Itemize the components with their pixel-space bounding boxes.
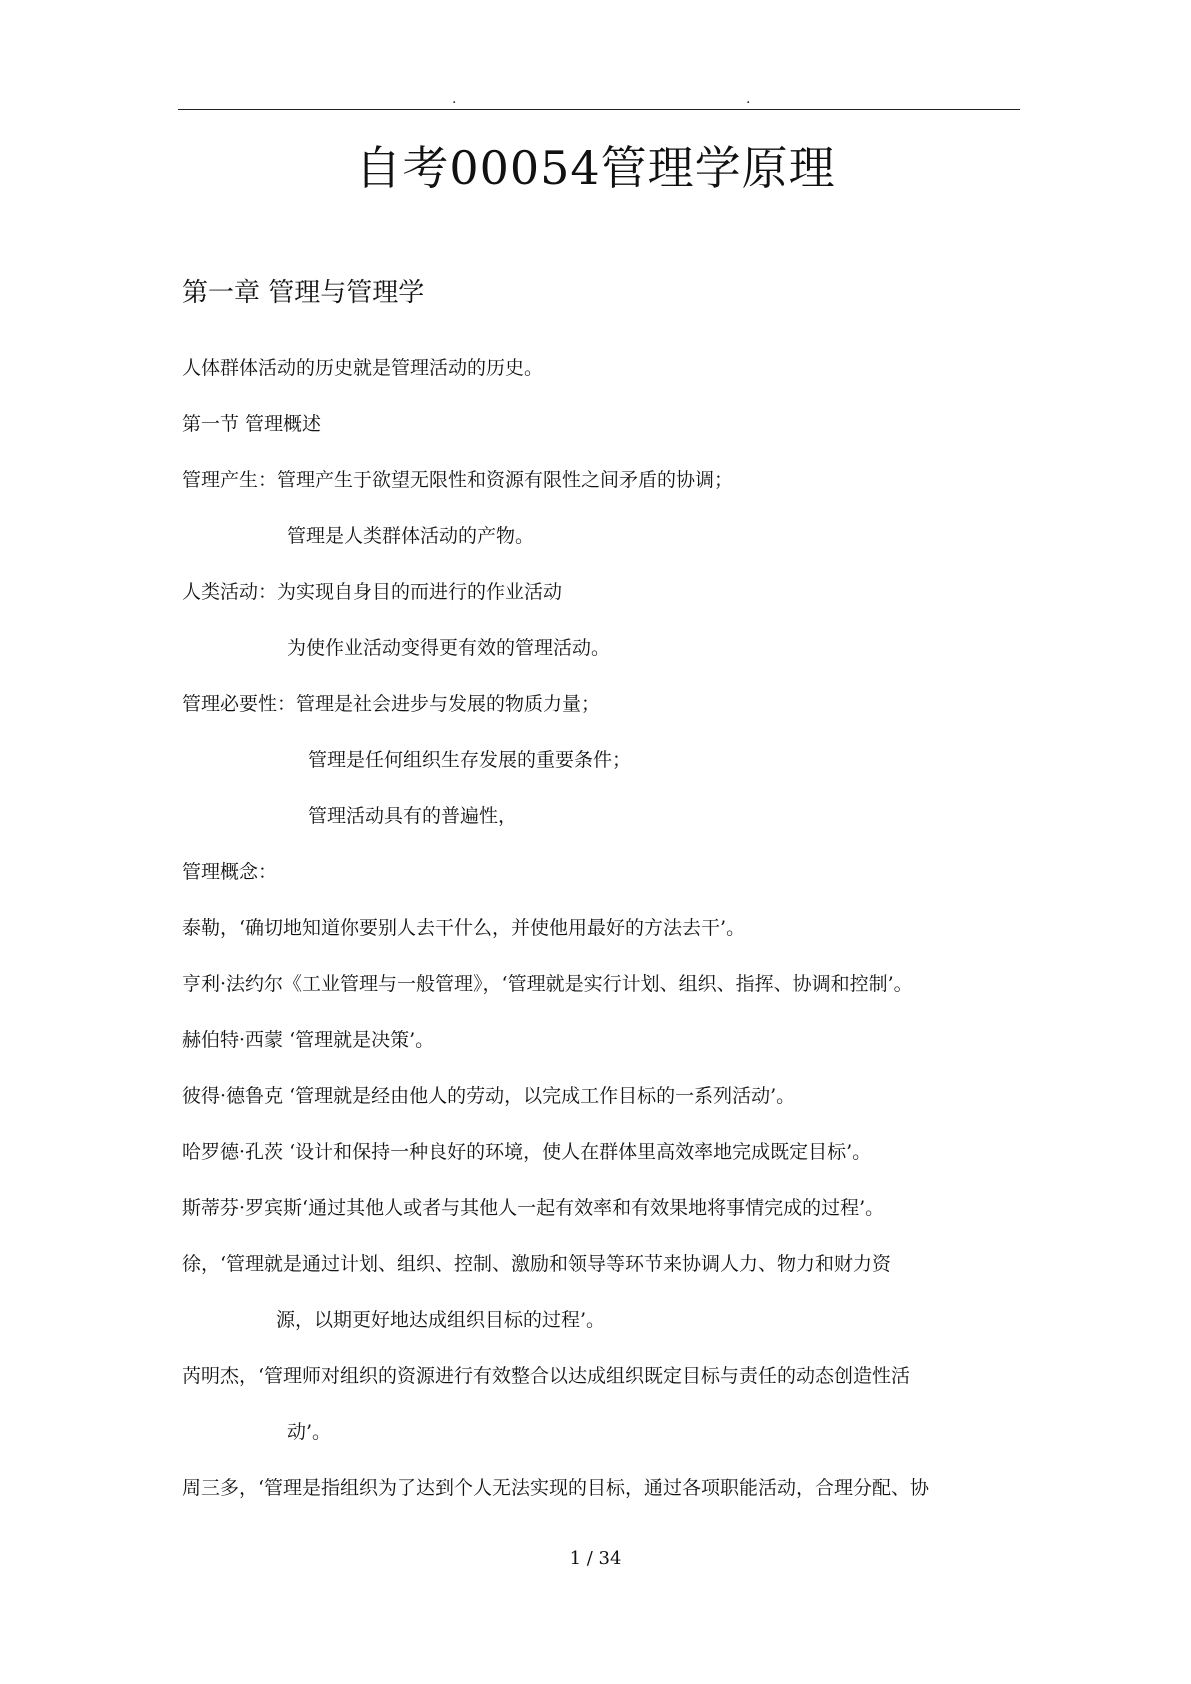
text-line: 管理活动具有的普遍性， — [308, 805, 518, 827]
text-line: 泰勒，‘确切地知道你要别人去干什么，并使他用最好的方法去干’。 — [182, 917, 746, 939]
text-line: 管理必要性：管理是社会进步与发展的物质力量； — [182, 693, 601, 715]
text-line: 赫伯特·西蒙 ‘管理就是决策’。 — [182, 1029, 435, 1051]
text-line: 彼得·德鲁克 ‘管理就是经由他人的劳动，以完成工作目标的一系列活动’。 — [182, 1085, 796, 1107]
text-line: 斯蒂芬·罗宾斯‘通过其他人或者与其他人一起有效率和有效果地将事情完成的过程’。 — [182, 1197, 885, 1219]
text-line: 徐，‘管理就是通过计划、组织、控制、激励和领导等环节来协调人力、物力和财力资 — [182, 1253, 892, 1275]
document-title: 自考00054管理学原理 — [355, 141, 836, 195]
text-line: 动’。 — [287, 1421, 332, 1443]
text-line: 芮明杰，‘管理师对组织的资源进行有效整合以达成组织既定目标与责任的动态创造性活 — [182, 1365, 911, 1387]
section-heading: 第一节 管理概述 — [182, 413, 322, 435]
text-line: 哈罗德·孔茨 ‘设计和保持一种良好的环境，使人在群体里高效率地完成既定目标’。 — [182, 1141, 872, 1163]
text-line: 为使作业活动变得更有效的管理活动。 — [287, 637, 611, 659]
text-line: 周三多，‘管理是指组织为了达到个人无法实现的目标，通过各项职能活动，合理分配、协 — [182, 1477, 930, 1499]
text-line: 管理是任何组织生存发展的重要条件； — [308, 749, 632, 771]
text-line: 管理概念： — [182, 861, 278, 883]
text-line: 亨利·法约尔《工业管理与一般管理》，‘管理就是实行计划、组织、指挥、协调和控制’。 — [182, 973, 913, 995]
chapter-heading: 第一章 管理与管理学 — [182, 278, 425, 308]
header-rule — [178, 109, 1020, 110]
page-number: 1 / 34 — [569, 1548, 622, 1569]
header-dot-left: . — [452, 91, 457, 107]
text-line: 管理是人类群体活动的产物。 — [287, 525, 535, 547]
text-line: 管理产生：管理产生于欲望无限性和资源有限性之间矛盾的协调； — [182, 469, 734, 491]
text-line: 人体群体活动的历史就是管理活动的历史。 — [182, 357, 544, 379]
text-line: 源，以期更好地达成组织目标的过程’。 — [276, 1309, 606, 1331]
header-dot-right: . — [746, 91, 751, 107]
text-line: 人类活动：为实现自身目的而进行的作业活动 — [182, 581, 563, 603]
